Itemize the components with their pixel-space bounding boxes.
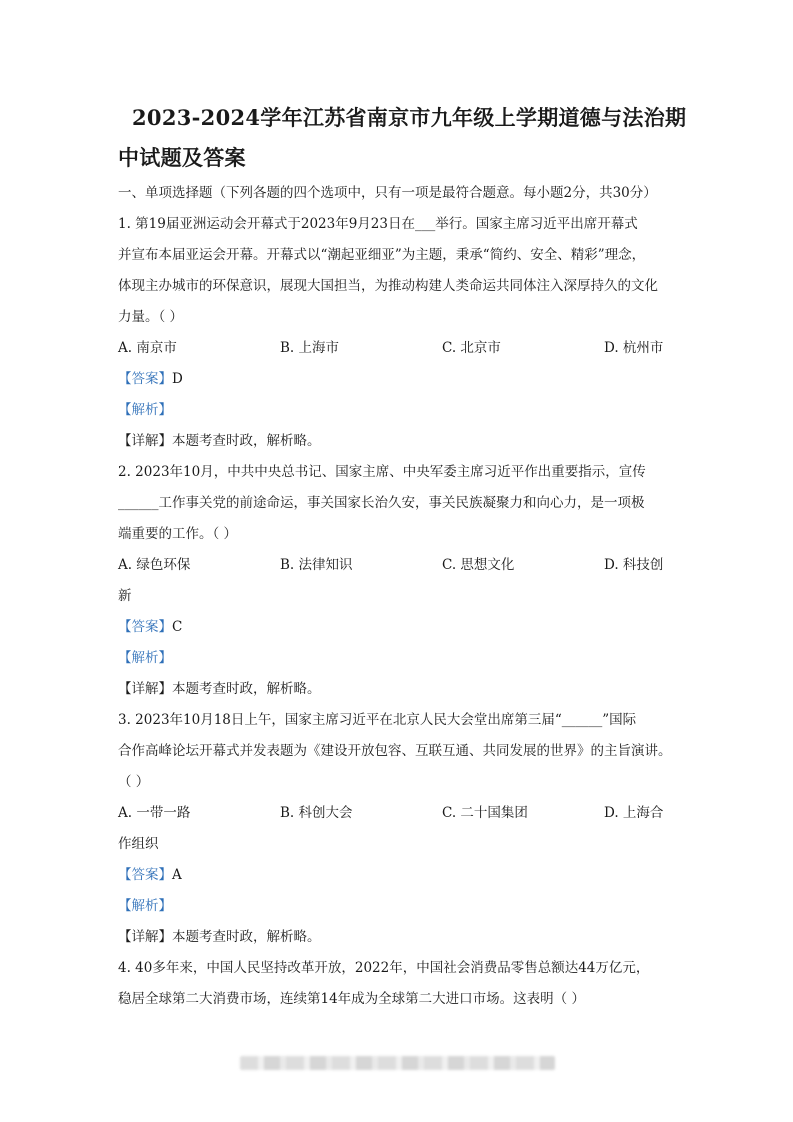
question-1-line-3: 体现主办城市的环保意识，展现大国担当，为推动构建人类命运共同体注入深厚持久的文化 bbox=[118, 278, 658, 294]
option-d-wrap: 新 bbox=[118, 588, 132, 604]
analysis-line bbox=[118, 891, 683, 922]
question-4 bbox=[118, 953, 683, 1015]
detail-line bbox=[118, 922, 683, 953]
option-d: D. 杭州市 bbox=[604, 340, 664, 356]
detail-label: 【详解】 bbox=[118, 929, 172, 945]
question-2-line-2: ______工作事关党的前途命运，事关国家长治久安，事关民族凝聚力和向心力，是一项极 bbox=[118, 495, 645, 511]
question-2 bbox=[118, 457, 683, 705]
question-3-line-2: 合作高峰论坛开幕式并发表题为《建设开放包容、互联互通、共同发展的世界》的主旨演讲。 bbox=[118, 743, 672, 759]
detail-text: 本题考查时政，解析略。 bbox=[172, 681, 321, 697]
detail-label: 【详解】 bbox=[118, 433, 172, 449]
question-1-line-1: 1. 第19届亚洲运动会开幕式于2023年9月23日在___举行。国家主席习近平出席开幕式 bbox=[118, 216, 638, 232]
question-2-line-3: 端重要的工作。（ ） bbox=[118, 526, 238, 542]
detail-label: 【详解】 bbox=[118, 681, 172, 697]
option-a: A. 绿色环保 bbox=[118, 557, 191, 573]
detail-text: 本题考查时政，解析略。 bbox=[172, 433, 321, 449]
option-d: D. 上海合 bbox=[604, 805, 664, 821]
option-c: C. 北京市 bbox=[442, 340, 501, 356]
question-1-line-2: 并宣布本届亚运会开幕。开幕式以“潮起亚细亚”为主题，秉承“简约、安全、精彩”理念， bbox=[118, 247, 646, 263]
option-b: B. 上海市 bbox=[280, 340, 340, 356]
title-line-1: 2023-2024学年江苏省南京市九年级上学期道德与法治期 bbox=[132, 105, 687, 130]
option-a: A. 一带一路 bbox=[118, 805, 191, 821]
answer-line bbox=[118, 612, 683, 643]
detail-text: 本题考查时政，解析略。 bbox=[172, 929, 321, 945]
answer-value: A bbox=[172, 867, 182, 883]
analysis-label: 【解析】 bbox=[118, 650, 172, 666]
question-1-options bbox=[118, 333, 683, 364]
detail-line bbox=[118, 674, 683, 705]
option-a: A. 南京市 bbox=[118, 340, 177, 356]
option-d-wrap: 作组织 bbox=[118, 836, 159, 852]
answer-label: 【答案】 bbox=[118, 371, 172, 387]
answer-label: 【答案】 bbox=[118, 867, 172, 883]
section-header: 一、单项选择题（下列各题的四个选项中，只有一项是最符合题意。每小题2分，共30分） bbox=[118, 185, 657, 201]
analysis-label: 【解析】 bbox=[118, 402, 172, 418]
page-title bbox=[118, 98, 688, 178]
question-1 bbox=[118, 209, 683, 457]
option-b: B. 法律知识 bbox=[280, 557, 353, 573]
analysis-line bbox=[118, 643, 683, 674]
question-4-line-2: 稳居全球第二大消费市场，连续第14年成为全球第二大进口市场。这表明（ ） bbox=[118, 991, 585, 1007]
option-c: C. 思想文化 bbox=[442, 557, 515, 573]
question-3 bbox=[118, 705, 683, 953]
question-3-line-3: （ ） bbox=[118, 774, 150, 790]
answer-value: C bbox=[172, 619, 183, 635]
option-b: B. 科创大会 bbox=[280, 805, 353, 821]
blurred-watermark bbox=[240, 1056, 555, 1070]
option-c: C. 二十国集团 bbox=[442, 805, 528, 821]
detail-line bbox=[118, 426, 683, 457]
answer-value: D bbox=[172, 371, 183, 387]
question-1-line-4: 力量。（ ） bbox=[118, 309, 184, 325]
document-body bbox=[118, 178, 683, 1015]
answer-label: 【答案】 bbox=[118, 619, 172, 635]
question-3-options bbox=[118, 798, 683, 829]
question-2-options bbox=[118, 550, 683, 581]
answer-line bbox=[118, 364, 683, 395]
analysis-label: 【解析】 bbox=[118, 898, 172, 914]
answer-line bbox=[118, 860, 683, 891]
option-d: D. 科技创 bbox=[604, 557, 664, 573]
question-3-line-1: 3. 2023年10月18日上午，国家主席习近平在北京人民大会堂出席第三届“______”国际 bbox=[118, 712, 637, 728]
question-2-line-1: 2. 2023年10月，中共中央总书记、国家主席、中央军委主席习近平作出重要指示，宣传 bbox=[118, 464, 646, 480]
question-4-line-1: 4. 40多年来，中国人民坚持改革开放，2022年，中国社会消费品零售总额达44万亿元， bbox=[118, 960, 650, 976]
title-line-2: 中试题及答案 bbox=[118, 145, 246, 170]
analysis-line bbox=[118, 395, 683, 426]
